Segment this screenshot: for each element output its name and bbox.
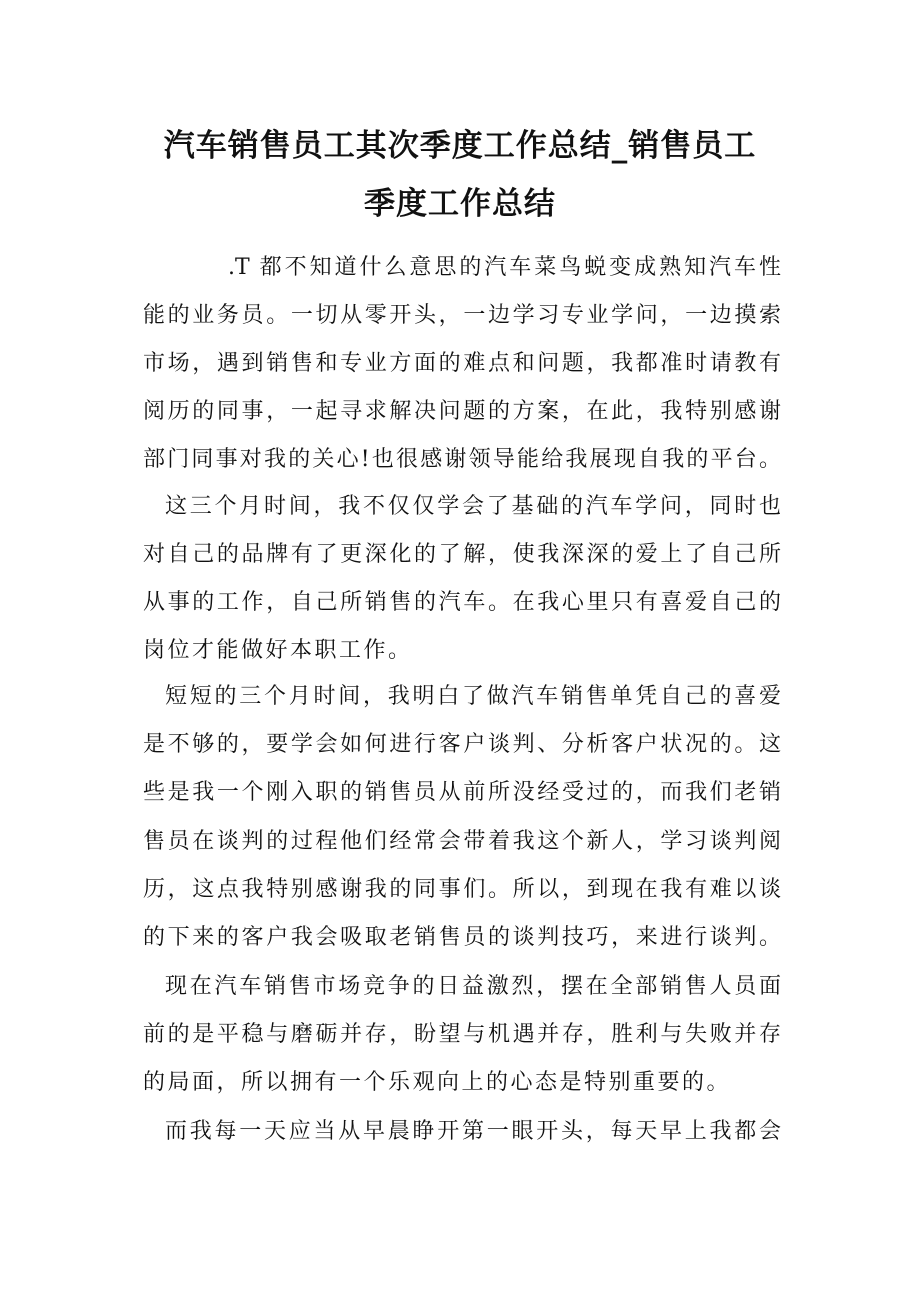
text-line: 历，这点我特别感谢我的同事们。所以，到现在我有难以谈	[143, 877, 781, 902]
document-title-line-2: 季度工作总结	[364, 186, 556, 222]
text-line: 短短的三个月时间，我明白了做汽车销售单凭自己的喜爱	[165, 684, 781, 709]
text-line: 前的是平稳与磨砺并存，盼望与机遇并存，胜利与失败并存	[143, 1022, 781, 1047]
text-line: 能的业务员。一切从零开头，一边学习专业学问，一边摸索	[143, 303, 781, 328]
document-title-line-1: 汽车销售员工其次季度工作总结_销售员工	[163, 128, 757, 164]
text-line: 而我每一天应当从早晨睁开第一眼开头，每天早上我都会	[165, 1119, 781, 1144]
text-line: 售员在谈判的过程他们经常会带着我这个新人，学习谈判阅	[143, 829, 781, 854]
text-line: 阅历的同事，一起寻求解决问题的方案，在此，我特别感谢	[143, 399, 781, 424]
text-line: 是不够的，要学会如何进行客户谈判、分析客户状况的。这	[143, 732, 781, 757]
text-line: 从事的工作，自己所销售的汽车。在我心里只有喜爱自己的	[143, 590, 781, 615]
text-line: 的局面，所以拥有一个乐观向上的心态是特别重要的。	[143, 1070, 732, 1095]
text-line: 些是我一个刚入职的销售员从前所没经受过的，而我们老销	[143, 780, 781, 805]
text-line: 的下来的客户我会吸取老销售员的谈判技巧，来进行谈判。	[143, 925, 781, 950]
text-line: 对自己的品牌有了更深化的了解，使我深深的爱上了自己所	[143, 542, 781, 567]
text-line: 部门同事对我的关心!也很感谢领导能给我展现自我的平台。	[143, 447, 781, 472]
text-line: 这三个月时间，我不仅仅学会了基础的汽车学问，同时也	[165, 494, 781, 519]
text-line: 岗位才能做好本职工作。	[143, 638, 413, 663]
text-line: 市场，遇到销售和专业方面的难点和问题，我都准时请教有	[143, 351, 781, 376]
text-line: 现在汽车销售市场竞争的日益激烈，摆在全部销售人员面	[165, 974, 781, 999]
text-line: .T 都不知道什么意思的汽车菜鸟蜕变成熟知汽车性	[228, 255, 781, 280]
